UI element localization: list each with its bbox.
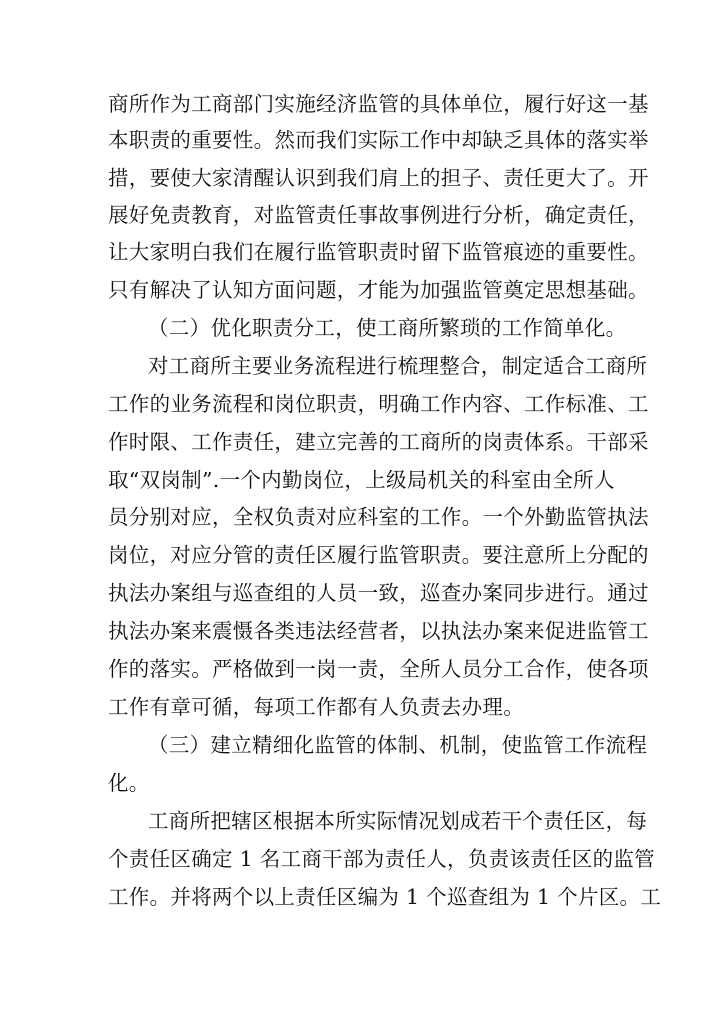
paragraph-first-line: 工商所把辖区根据本所实际情况划成若干个责任区，每	[148, 809, 648, 833]
text-line: 让大家明白我们在履行监管职责时留下监管痕迹的重要性。	[108, 240, 649, 264]
text-line: 本职责的重要性。然而我们实际工作中却缺乏具体的落实举	[108, 128, 649, 152]
section-heading: （二）优化职责分工，使工商所繁琐的工作简单化。	[148, 316, 627, 340]
text-line: 作的落实。严格做到一岗一责，全所人员分工合作，使各项	[108, 657, 649, 681]
paragraph-first-line: 对工商所主要业务流程进行梳理整合，制定适合工商所	[148, 354, 648, 378]
text-line: 展好免责教育，对监管责任事故事例进行分析，确定责任，	[108, 203, 649, 227]
text-line: 只有解决了认知方面问题，才能为加强监管奠定思想基础。	[108, 278, 649, 302]
text-line: 工作有章可循，每项工作都有人负责去办理。	[108, 695, 524, 719]
text-line: 商所作为工商部门实施经济监管的具体单位，履行好这一基	[108, 92, 649, 116]
text-line: 工作。并将两个以上责任区编为 1 个巡查组为 1 个片区。工	[108, 885, 662, 909]
text-line: 执法办案来震慑各类违法经营者，以执法办案来促进监管工	[108, 619, 649, 643]
text-line: 员分别对应，全权负责对应科室的工作。一个外勤监管执法	[108, 505, 649, 529]
text-line: 岗位，对应分管的责任区履行监管职责。要注意所上分配的	[108, 543, 649, 567]
text-line: 执法办案组与巡查组的人员一致，巡查办案同步进行。通过	[108, 581, 649, 605]
text-line: 取“双岗制”.一个内勤岗位，上级局机关的科室由全所人	[108, 468, 615, 492]
text-line: 作时限、工作责任，建立完善的工商所的岗责体系。干部采	[108, 430, 649, 454]
text-line: 个责任区确定 1 名工商干部为责任人，负责该责任区的监管	[108, 847, 655, 871]
section-heading: （三）建立精细化监管的体制、机制，使监管工作流程	[148, 733, 648, 757]
text-line: 工作的业务流程和岗位职责，明确工作内容、工作标准、工	[108, 392, 649, 416]
text-line: 措，要使大家清醒认识到我们肩上的担子、责任更大了。开	[108, 166, 649, 190]
text-line: 化。	[108, 771, 150, 795]
